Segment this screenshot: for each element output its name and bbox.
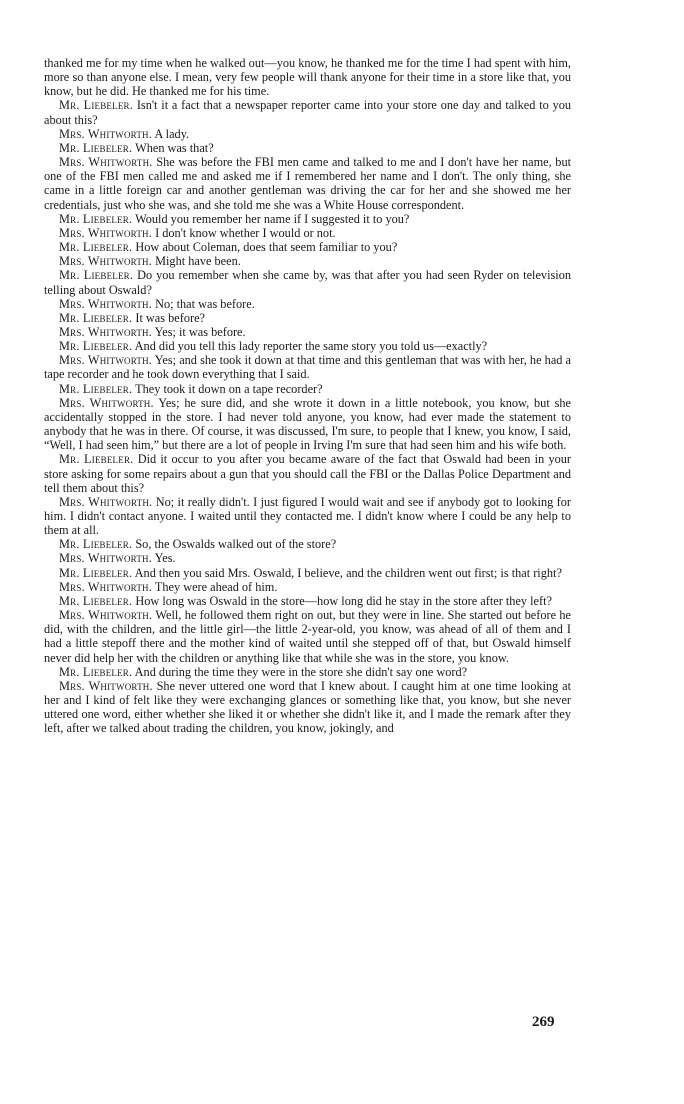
paragraph-text: Yes; it was before. — [154, 324, 246, 339]
transcript-paragraph — [44, 608, 571, 665]
speaker-label: Mrs. Whitworth. — [59, 494, 153, 509]
speaker-label: Mr. Liebeler. — [59, 664, 133, 679]
transcript-paragraph — [44, 127, 571, 141]
transcript-paragraph — [44, 353, 571, 381]
speaker-label: Mr. Liebeler. — [59, 140, 133, 155]
transcript-paragraph — [44, 254, 571, 268]
paragraph-text: Yes; and she took it down at that time and this gentleman that was with her, he had a tape recorder and he took down everything that I said. — [44, 353, 572, 382]
transcript-paragraph — [44, 268, 571, 296]
speaker-label: Mrs. Whitworth. — [59, 225, 152, 240]
transcript-paragraph — [44, 566, 571, 580]
speaker-label: Mr. Liebeler. — [59, 98, 133, 113]
speaker-label: Mr. Liebeler. — [59, 452, 134, 467]
transcript-paragraph — [44, 240, 571, 254]
paragraph-text: thanked me for my time when he walked out—you know, he thanked me for the time I had spent with him, more so than anyone else. I mean, very few people will thank anyone for their time in a store like that, you know, but he did. He thanked me for his time. — [44, 56, 571, 99]
paragraph-text: So, the Oswalds walked out of the store? — [135, 537, 337, 552]
speaker-label: Mr. Liebeler. — [59, 537, 133, 552]
paragraph-text: It was before? — [135, 310, 205, 325]
transcript-paragraph — [44, 396, 571, 453]
speaker-label: Mrs. Whitworth. — [59, 126, 152, 141]
transcript-paragraph — [44, 382, 571, 396]
transcript-paragraph — [44, 594, 571, 608]
transcript-paragraph — [44, 551, 571, 565]
paragraph-text: They were ahead of him. — [154, 579, 278, 594]
paragraph-text: How long was Oswald in the store—how long did he stay in the store after they left? — [135, 593, 552, 608]
speaker-label: Mrs. Whitworth. — [59, 678, 153, 693]
paragraph-text: I don't know whether I would or not. — [155, 225, 336, 240]
speaker-label: Mrs. Whitworth. — [59, 608, 153, 623]
transcript-paragraph — [44, 226, 571, 240]
speaker-label: Mrs. Whitworth. — [59, 395, 154, 410]
speaker-label: Mr. Liebeler. — [59, 211, 133, 226]
transcript-paragraph — [44, 665, 571, 679]
speaker-label: Mr. Liebeler. — [59, 381, 133, 396]
transcript-paragraph — [44, 452, 571, 494]
transcript-paragraph — [44, 339, 571, 353]
paragraph-text: And did you tell this lady reporter the same story you told us—exactly? — [134, 339, 488, 354]
speaker-label: Mr. Liebeler. — [59, 310, 133, 325]
paragraph-text: Yes. — [154, 551, 176, 566]
speaker-label: Mr. Liebeler. — [59, 593, 133, 608]
paragraph-text: No; it really didn't. I just figured I would wait and see if anybody got to looking for him. I didn't contact anyone. I waited until they contacted me. I didn't know where I could be any help to them at all. — [44, 494, 571, 538]
transcript-paragraph — [44, 679, 571, 736]
transcript-paragraph — [44, 325, 571, 339]
paragraph-text: How about Coleman, does that seem familiar to you? — [135, 240, 398, 255]
paragraph-text: Did it occur to you after you became aware of the fact that Oswald had been in your store asking for some repairs about a gun that you should call the FBI or the Dallas Police Department and tell them about this? — [44, 452, 572, 495]
paragraph-text: When was that? — [135, 140, 214, 155]
speaker-label: Mr. Liebeler. — [59, 565, 133, 580]
paragraph-text: She never uttered one word that I knew about. I caught him at one time looking at her and I kind of felt like they were exchanging glances or something like that, you know, but she never uttered one word, either whether she liked it or whether she didn't like it, and I made the remark after they left, after we talked about trading the children, you know, jokingly, and — [44, 678, 572, 736]
transcript-paragraph — [44, 212, 571, 226]
transcript-paragraph — [44, 56, 571, 98]
speaker-label: Mrs. Whitworth. — [59, 551, 152, 566]
paragraph-text: And then you said Mrs. Oswald, I believe, and the children went out first; is that right? — [134, 565, 562, 580]
paragraph-text: A lady. — [154, 126, 190, 141]
paragraph-text: Might have been. — [155, 254, 241, 269]
transcript-paragraph — [44, 537, 571, 551]
transcript-paragraph — [44, 495, 571, 537]
paragraph-text: Isn't it a fact that a newspaper reporter came into your store one day and talked to you about this? — [44, 98, 572, 127]
paragraph-text: Well, he followed them right on out, but they were in line. She started out before he did, with the children, and the little girl—the little 2-year-old, you know, was ahead of all of them and I had a little stepoff there and the mother kind of waited until she stepped off of that, but Oswald himself never did help her with the children or anything like that while she was in the store, you know. — [44, 608, 571, 665]
speaker-label: Mrs. Whitworth. — [59, 296, 152, 311]
transcript-paragraph — [44, 141, 571, 155]
paragraph-text: Yes; he sure did, and she wrote it down in a little notebook, you know, but she accidentally stopped in the store. I had never told anyone, you know, had ever made the statement to anybody that he was in there. Of course, it was discussed, I'm sure, to people that I knew, you know, I said, “Well, I had seen him,” but there are a lot of people in Irving I'm sure that had seen him and his wife both. — [44, 395, 571, 453]
speaker-label: Mrs. Whitworth. — [59, 254, 152, 269]
speaker-label: Mrs. Whitworth. — [59, 579, 152, 594]
transcript-page — [44, 56, 571, 736]
transcript-paragraph — [44, 297, 571, 311]
speaker-label: Mrs. Whitworth. — [59, 353, 153, 368]
speaker-label: Mrs. Whitworth. — [59, 155, 153, 170]
speaker-label: Mr. Liebeler. — [59, 268, 134, 283]
paragraph-text: They took it down on a tape recorder? — [135, 381, 323, 396]
transcript-paragraph — [44, 98, 571, 126]
speaker-label: Mrs. Whitworth. — [59, 324, 152, 339]
transcript-paragraph — [44, 155, 571, 212]
page-number: 269 — [532, 1014, 555, 1030]
speaker-label: Mr. Liebeler. — [59, 339, 133, 354]
paragraph-text: She was before the FBI men came and talked to me and I don't have her name, but one of the FBI men called me and asked me if I remembered her name and I don't. The only thing, she came in a little foreign car and another gentleman was driving the car for her and she showed me her credentials, just who she was, and she told me she was a White House correspondent. — [44, 155, 572, 212]
paragraph-text: And during the time they were in the store she didn't say one word? — [134, 664, 468, 679]
paragraph-text: Do you remember when she came by, was that after you had seen Ryder on television telling about Oswald? — [44, 268, 571, 297]
transcript-paragraph — [44, 311, 571, 325]
paragraph-text: Would you remember her name if I suggested it to you? — [135, 211, 410, 226]
speaker-label: Mr. Liebeler. — [59, 240, 133, 255]
paragraph-text: No; that was before. — [155, 296, 255, 311]
transcript-paragraph — [44, 580, 571, 594]
